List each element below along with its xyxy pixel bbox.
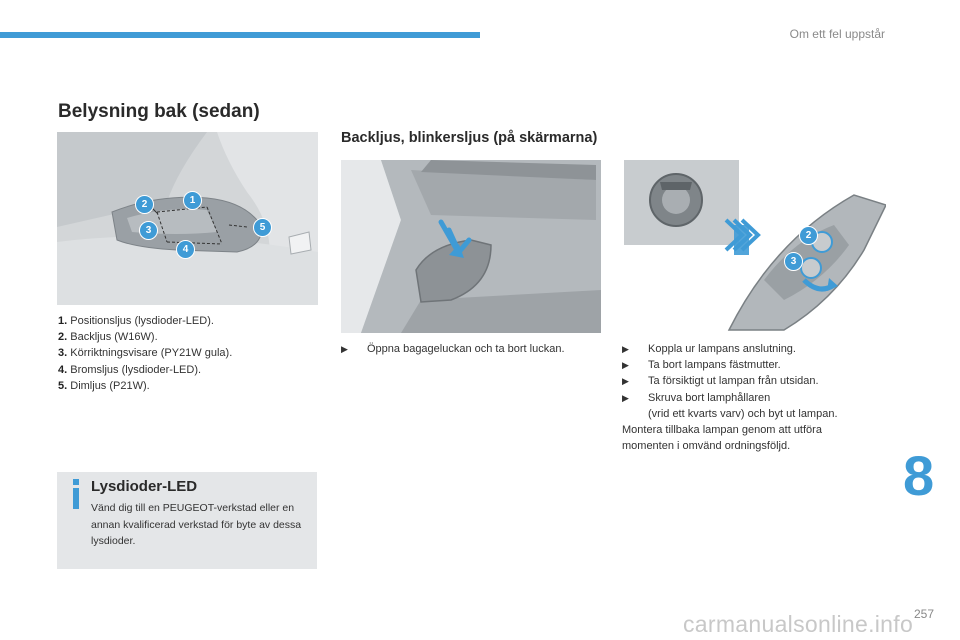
list-item: 2. Backljus (W16W).: [58, 331, 158, 344]
list-item: ▶ Ta bort lampans fästmutter.: [622, 357, 884, 373]
chapter-header-title: Om ett fel uppstår: [789, 27, 885, 41]
page-number: 257: [914, 607, 935, 621]
lamp-holder-figure: [624, 160, 886, 333]
rear-light-figure: [57, 132, 318, 305]
callout-5: 5: [253, 218, 272, 237]
list-item: 3. Körriktningsvisare (PY21W gula).: [58, 347, 233, 360]
step-arrow-icon: ▶: [622, 344, 629, 354]
step-arrow-icon: ▶: [622, 360, 629, 371]
list-item: 4. Bromsljus (lysdioder-LED).: [58, 363, 202, 376]
info-text: Vänd dig till en PEUGEOT-verkstad eller en annan kvalificerad verkstad för byte av dessa lysdioder.: [91, 502, 302, 547]
callout-2: 2: [799, 226, 818, 245]
callout-3: 3: [139, 221, 158, 240]
list-item: 5. Dimljus (P21W).: [58, 379, 150, 392]
closing-line-2: momenten i omvänd ordningsföljd.: [622, 440, 791, 453]
list-item: ▶ Öppna bagageluckan och ta bort luckan.: [341, 341, 601, 357]
chapter-number: 8: [903, 444, 935, 507]
callout-1: 1: [183, 191, 202, 210]
bulb-legend-list: [58, 313, 318, 394]
callout-3: 3: [784, 252, 803, 271]
list-item: ▶ Ta försiktigt ut lampan från utsidan.: [622, 373, 884, 389]
replacement-steps: [622, 341, 884, 454]
closing-line-1: Montera tillbaka lampan genom att utföra: [622, 424, 822, 437]
info-title: Lysdioder-LED: [91, 478, 198, 495]
boot-interior-figure: [341, 160, 601, 333]
list-item: 1. Positionsljus (lysdioder-LED).: [58, 315, 214, 327]
watermark: carmanualsonline.info: [683, 611, 914, 637]
callout-2: 2: [135, 195, 154, 214]
page-title: Belysning bak (sedan): [58, 101, 260, 122]
step-note: (vrid ett kvarts varv) och byt ut lampan.: [648, 407, 838, 420]
header-accent-bar: [0, 32, 480, 38]
section-title: Backljus, blinkersljus (på skärmarna): [341, 130, 598, 146]
list-item: ▶ Koppla ur lampans anslutning.: [622, 341, 884, 357]
info-icon: [71, 479, 81, 509]
step-arrow-icon: ▶: [341, 344, 348, 354]
step-arrow-icon: ▶: [622, 392, 629, 403]
list-item: ▶ Skruva bort lamphållaren: [622, 390, 884, 406]
step-arrow-icon: ▶: [622, 376, 629, 387]
callout-4: 4: [176, 240, 195, 259]
step-open-boot: [341, 341, 601, 357]
